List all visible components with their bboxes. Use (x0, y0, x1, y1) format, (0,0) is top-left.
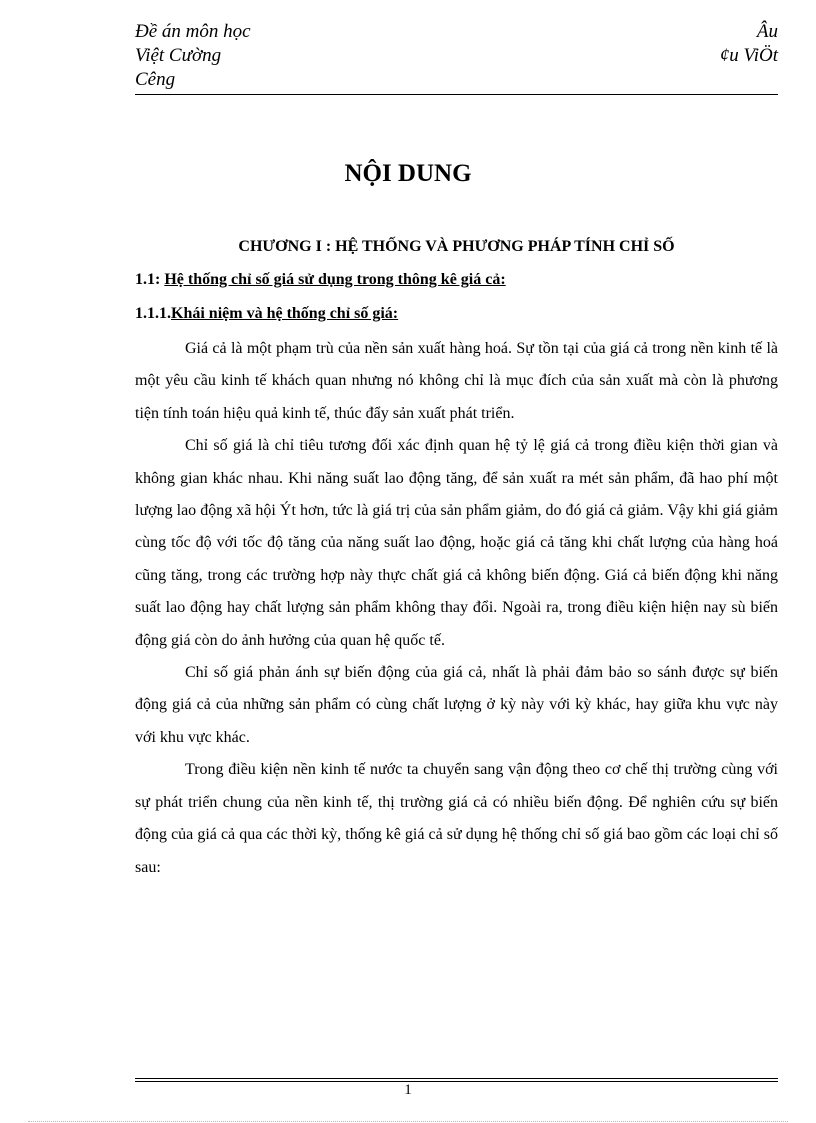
paragraph: Giá cả là một phạm trù của nền sản xuất hàng hoá. Sự tồn tại của giá cả trong nền kinh tế là một yêu cầu kinh tế khách quan nhưng nó không chỉ là mục đích của sản xuất mà còn là phương tiện tính toán hiệu quả kinh tế, thúc đẩy sản xuất phát triển. (135, 340, 778, 422)
header-right-line-2: ¢u ViÖt (719, 45, 778, 66)
page-break-line (28, 1121, 788, 1122)
header-left-line-2: Việt Cường (135, 45, 222, 66)
paragraph: Chỉ số giá là chỉ tiêu tương đối xác định quan hệ tỷ lệ giá cả trong điều kiện thời gian và không gian khác nhau. Khi năng suất lao động tăng, để sản xuất ra mét sản phẩm, đã hao phí một lượng lao động xã hội Ýt hơn, tức là giá trị của sản phẩm giảm, do đó giá cả giảm. Vậy khi giá giảm cùng tốc độ với tốc độ tăng của năng suất lao động, hoặc giá cả tăng khi chất lượng của hàng hoá cũng tăng, trong các trường hợp này thực chất giá cả không biến động. Giá cả biến động khi năng suất lao động hay chất lượng sản phẩm không thay đổi. Ngoài ra, trong điều kiện hiện nay sù biến động giá còn do ảnh hưởng của quan hệ quốc tế. (135, 437, 778, 649)
header-left-line-3: Cêng (135, 69, 176, 90)
paragraph: Trong điều kiện nền kinh tế nước ta chuyển sang vận động theo cơ chế thị trường cùng với sự phát triển chung của nền kinh tế, thị trường giá cả có nhiều biến động. Để nghiên cứu sự biến động của giá cả qua các thời kỳ, thống kê giá cả sử dụng hệ thống chỉ số giá bao gồm các loại chỉ số sau: (135, 761, 778, 876)
header-divider (135, 94, 778, 95)
page-number: 1 (404, 1082, 412, 1098)
section-1-1-1-title: Khái niệm và hệ thống chỉ số giá: (171, 305, 399, 322)
header-left-line-1: Đề án môn học (135, 21, 251, 42)
header-right-line-1: Âu (756, 21, 778, 42)
section-1-1-number: 1.1: (135, 271, 165, 288)
chapter-heading: CHƯƠNG I : HỆ THỐNG VÀ PHƯƠNG PHÁP TÍNH CHỈ SỐ (238, 238, 675, 255)
section-1-1-1-number: 1.1.1. (135, 305, 171, 322)
section-heading-1-1-1 (135, 305, 778, 323)
paragraph: Chỉ số giá phản ánh sự biến động của giá cả, nhất là phải đảm bảo so sánh được sự biến động giá cả của những sản phẩm có cùng chất lượng ở kỳ này với kỳ khác, hay giữa khu vực này với khu vực khác. (135, 664, 778, 746)
body-text (135, 333, 778, 884)
section-heading-1-1 (135, 271, 778, 289)
footer-divider-top (135, 1078, 778, 1079)
page-title: NỘI DUNG (344, 160, 472, 187)
page-header (135, 20, 778, 92)
section-1-1-title: Hệ thống chỉ số giá sử dụng trong thông kê giá cả: (164, 271, 506, 288)
